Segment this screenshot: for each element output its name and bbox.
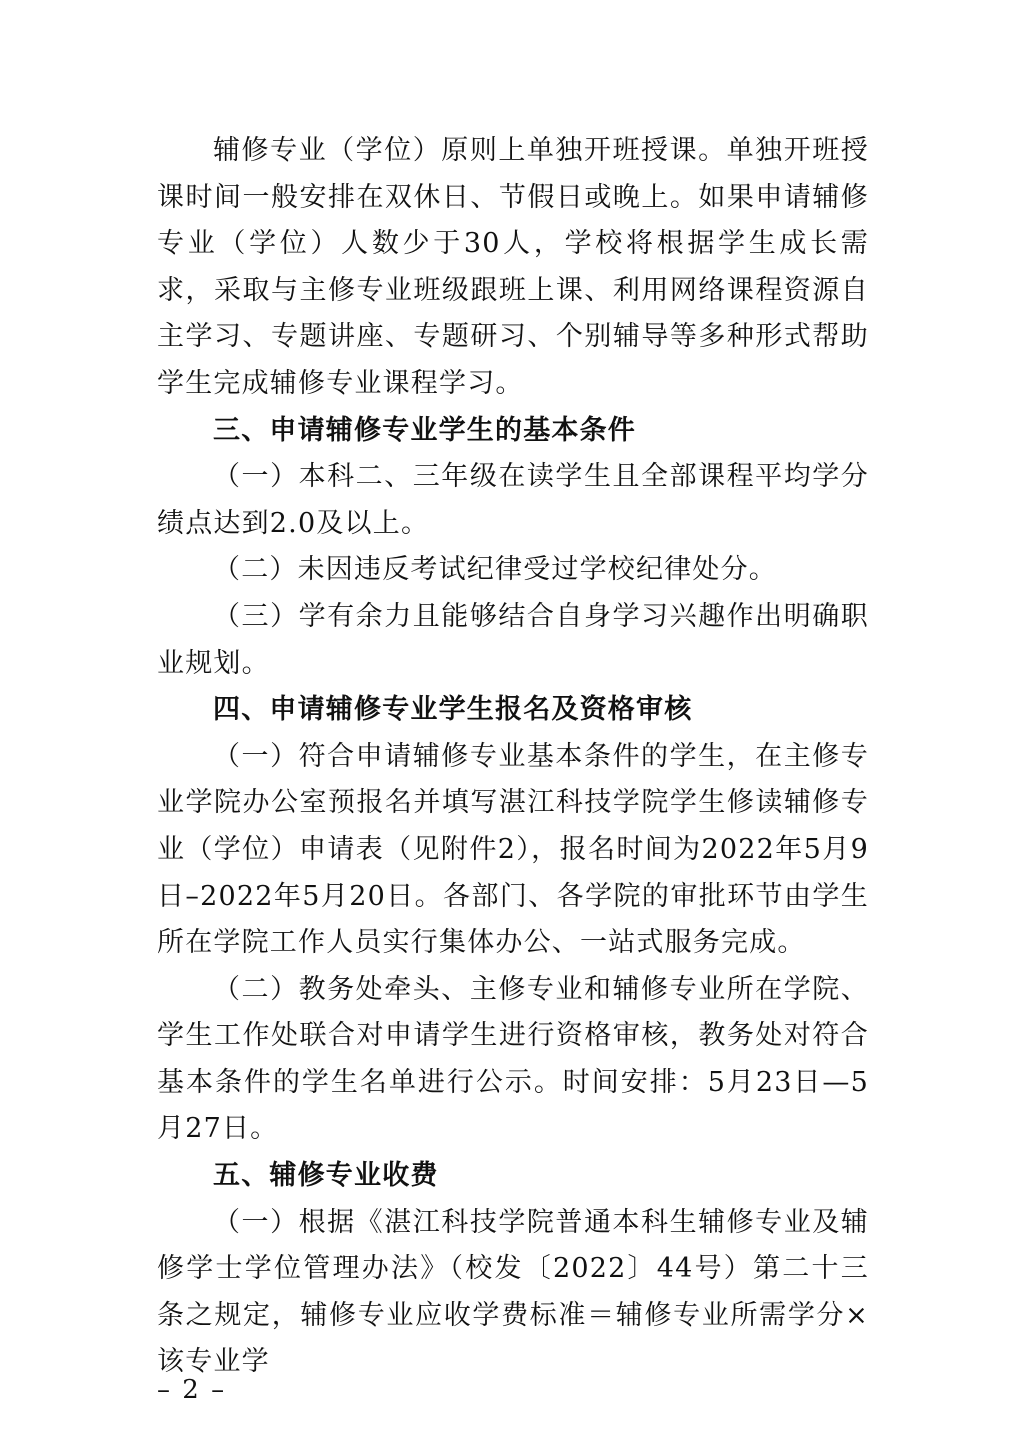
section-heading-3: 三、申请辅修专业学生的基本条件 (213, 414, 636, 446)
paragraph-qualification-review: （二）教务处牵头、主修专业和辅修专业所在学院、学生工作处联合对申请学生进行资格审核，教务处对符合基本条件的学生名单进行公示。时间安排：5月23日—5月27日。 (157, 973, 869, 1145)
section-heading-5: 五、辅修专业收费 (213, 1160, 439, 1192)
paragraph-fee-standard: （一）根据《湛江科技学院普通本科生辅修专业及辅修学士学位管理办法》（校发〔2022〕44号）第二十三条之规定，辅修专业应收学费标准＝辅修专业所需学分×该专业学 (157, 1206, 869, 1378)
paragraph-condition-3: （三）学有余力且能够结合自身学习兴趣作出明确职业规划。 (157, 600, 869, 679)
paragraph-condition-1: （一）本科二、三年级在读学生且全部课程平均学分绩点达到2.0及以上。 (157, 461, 869, 539)
document-body (157, 128, 869, 1386)
paragraph-teaching-arrangement: 辅修专业（学位）原则上单独开班授课。单独开班授课时间一般安排在双休日、节假日或晚上。如果申请辅修专业（学位）人数少于30人，学校将根据学生成长需求，采取与主修专业班级跟班上课、利用网络课程资源自主学习、专题讲座、专题研习、个别辅导等多种形式帮助学生完成辅修专业课程学习。 (157, 135, 869, 399)
section-heading-4: 四、申请辅修专业学生报名及资格审核 (213, 694, 693, 726)
paragraph-condition-2: （二）未因违反考试纪律受过学校纪律处分。 (213, 554, 777, 586)
page-number: – 2 – (157, 1375, 227, 1405)
paragraph-registration: （一）符合申请辅修专业基本条件的学生，在主修专业学院办公室预报名并填写湛江科技学院学生修读辅修专业（学位）申请表（见附件2），报名时间为2022年5月9日–2022年5月20日。各部门、各学院的审批环节由学生所在学院工作人员实行集体办公、一站式服务完成。 (157, 740, 869, 959)
